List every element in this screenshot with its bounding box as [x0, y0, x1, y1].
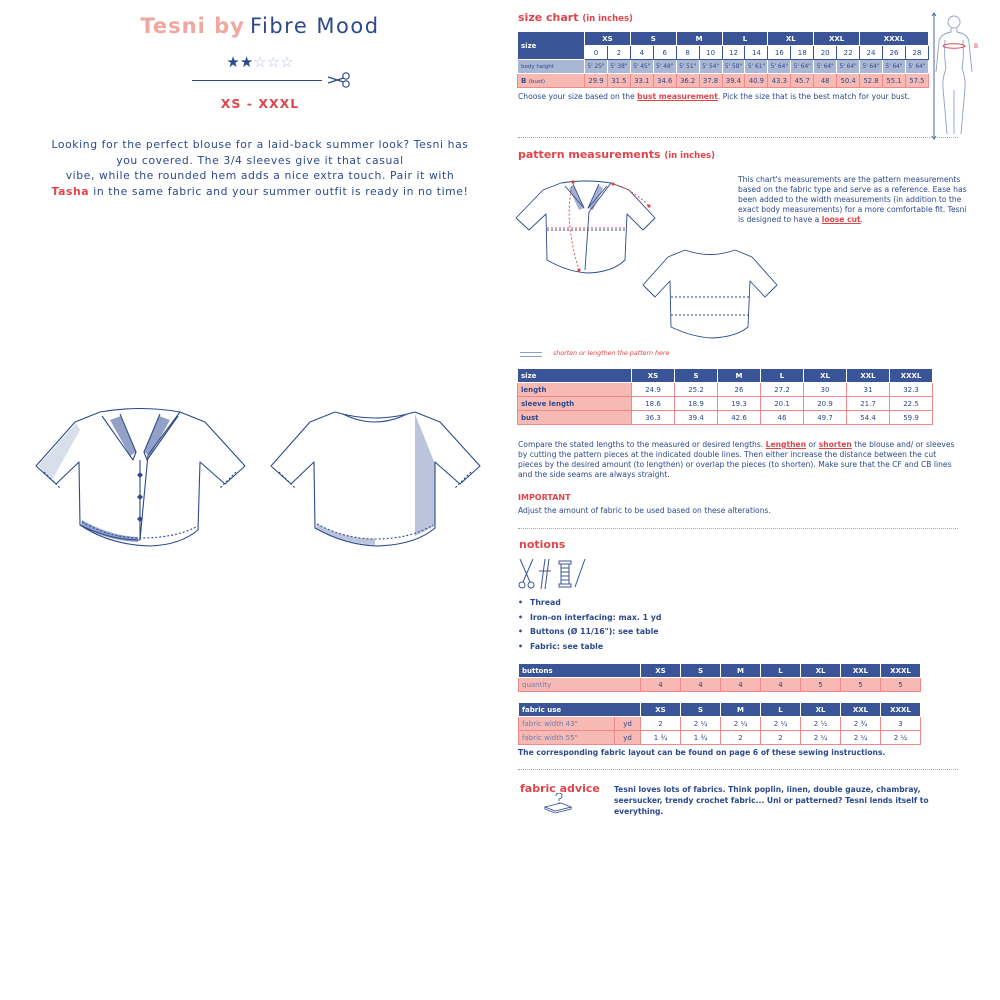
- fabric-advice-title: fabric advice: [520, 782, 600, 795]
- quantity-cell: 5: [841, 678, 881, 692]
- body-height-cell: 5' 48": [653, 60, 676, 74]
- measurement-cell: 22.5: [890, 397, 933, 411]
- buttons-quantity-row: [519, 678, 921, 692]
- size-group-header: XXL: [814, 32, 860, 46]
- measurement-label: bust: [518, 411, 632, 425]
- measurement-cell: 32.3: [890, 383, 933, 397]
- quantity-cell: 5: [801, 678, 841, 692]
- size-group-header: XXXL: [860, 32, 929, 46]
- bust-cell: 40.9: [745, 74, 768, 88]
- body-height-cell: 5' 64": [837, 60, 860, 74]
- notions-title: notions: [519, 538, 566, 551]
- body-height-cell: 5' 45": [630, 60, 653, 74]
- intro-line: Looking for the perfect blouse for a laid-back summer look? Tesni has: [51, 138, 469, 151]
- table-row: [518, 383, 933, 397]
- body-height-cell: 5' 58": [722, 60, 745, 74]
- measurement-cell: 39.4: [675, 411, 718, 425]
- fabric-advice-text: Tesni loves lots of fabrics. Think poplin, linen, double gauze, chambray, seersucker, trendy crochet fabric... Uni or patterned? Tesni lends itself to everything.: [614, 785, 929, 816]
- measurement-cell: 19.3: [718, 397, 761, 411]
- bust-cell: 36.2: [676, 74, 699, 88]
- intro-line: you covered. The 3/4 sleeves give it that casual: [116, 153, 404, 167]
- pattern-title-unit: (in inches): [664, 151, 715, 161]
- list-item: • Buttons (Ø 11/16"): see table: [518, 627, 818, 642]
- double-line-icon: [520, 351, 542, 358]
- intro-line: vibe, while the rounded hem adds a nice extra touch. Pair it with: [65, 169, 455, 182]
- quantity-label: quantity: [519, 678, 641, 692]
- measurement-cell: 36.3: [632, 411, 675, 425]
- difficulty-stars-filled: ★★: [226, 53, 254, 71]
- body-figure-icon: [930, 10, 986, 140]
- intro-text: [40, 137, 480, 199]
- fabric-cell: 1 ¾: [681, 731, 721, 745]
- shorten-lengthen-note: shorten or lengthen the pattern here: [553, 350, 670, 357]
- table-row: [519, 731, 921, 745]
- tasha-link[interactable]: Tasha: [51, 184, 90, 198]
- size-chart-title: [518, 11, 633, 24]
- loose-cut-link[interactable]: loose cut: [821, 215, 861, 224]
- quantity-cell: 4: [761, 678, 801, 692]
- fabric-cell: 2 ¾: [841, 717, 881, 731]
- pattern-size-cell: XXL: [847, 369, 890, 383]
- divider-line: [192, 80, 322, 81]
- list-item: • Fabric: see table: [518, 642, 818, 657]
- compare-paragraph: [518, 440, 958, 480]
- size-note-after: . Pick the size that is the best match for your bust.: [717, 92, 911, 101]
- eu-size-cell: 14: [745, 46, 768, 60]
- quantity-cell: 4: [721, 678, 761, 692]
- buttons-header: buttons: [519, 664, 641, 678]
- buttons-table: [518, 663, 921, 692]
- size-group-header: L: [722, 32, 768, 46]
- difficulty-stars-empty: ☆☆☆: [253, 53, 294, 71]
- eu-size-cell: 28: [905, 46, 928, 60]
- body-height-cell: 5' 61": [745, 60, 768, 74]
- bust-cell: 31.5: [607, 74, 630, 88]
- buttons-size-cell: L: [761, 664, 801, 678]
- bust-cell: 52.8: [860, 74, 883, 88]
- eu-size-cell: 2: [607, 46, 630, 60]
- buttons-size-cell: XXXL: [881, 664, 921, 678]
- measurement-cell: 30: [804, 383, 847, 397]
- body-height-cell: 5' 64": [791, 60, 814, 74]
- pattern-size-cell: XL: [804, 369, 847, 383]
- fabric-cell: 2 ¼: [841, 731, 881, 745]
- pattern-table-body: [518, 383, 933, 425]
- quantity-cell: 5: [881, 678, 921, 692]
- fabric-layout-note: The corresponding fabric layout can be found on page 6 of these sewing instructions.: [518, 748, 886, 757]
- fabric-cell: 2 ½: [801, 717, 841, 731]
- size-chart-note: [518, 92, 930, 102]
- buttons-size-cell: XL: [801, 664, 841, 678]
- brand-prefix: Tesni by: [140, 14, 245, 38]
- pattern-size-cell: XS: [632, 369, 675, 383]
- fabric-cell: 2 ¼: [681, 717, 721, 731]
- pattern-size-cell: XXXL: [890, 369, 933, 383]
- measurement-label: sleeve length: [518, 397, 632, 411]
- list-item: • Iron-on interfacing: max. 1 yd: [518, 613, 818, 628]
- body-height-cell: 5' 64": [768, 60, 791, 74]
- fabric-width-label: fabric width 55": [519, 731, 615, 745]
- brand-name: Fibre Mood: [249, 14, 380, 38]
- body-height-cell: 5' 64": [814, 60, 837, 74]
- pattern-size-header: size: [518, 369, 632, 383]
- eu-size-cell: 22: [837, 46, 860, 60]
- buttons-size-cell: XS: [641, 664, 681, 678]
- fabric-size-cell: XXXL: [881, 703, 921, 717]
- bust-row: [518, 74, 929, 88]
- intro-line: [40, 184, 480, 200]
- fabric-cell: 1 ¾: [641, 731, 681, 745]
- lengthen-link[interactable]: Lengthen: [765, 440, 807, 449]
- measurement-cell: 54.4: [847, 411, 890, 425]
- intro-line-tail: in the same fabric and your summer outfit is ready in no time!: [93, 184, 469, 198]
- size-chart-table: [517, 31, 929, 88]
- body-height-cell: 5' 64": [905, 60, 928, 74]
- fabric-cell: 2 ¼: [721, 717, 761, 731]
- measurement-cell: 27.2: [761, 383, 804, 397]
- pattern-front-sketch: [513, 178, 658, 275]
- measurement-cell: 26: [718, 383, 761, 397]
- fabric-cell: 3: [881, 717, 921, 731]
- bust-cell: 55.1: [882, 74, 905, 88]
- quantity-cell: 4: [641, 678, 681, 692]
- measurement-cell: 20.9: [804, 397, 847, 411]
- pattern-size-cell: L: [761, 369, 804, 383]
- buttons-size-cell: S: [681, 664, 721, 678]
- eu-size-cell: 12: [722, 46, 745, 60]
- eu-size-cell: 10: [699, 46, 722, 60]
- table-row: [519, 717, 921, 731]
- eu-size-cell: 24: [860, 46, 883, 60]
- measurement-cell: 59.9: [890, 411, 933, 425]
- compare-or: or: [808, 440, 817, 449]
- buttons-size-cell: M: [721, 664, 761, 678]
- fabric-size-cell: XL: [801, 703, 841, 717]
- compare-text-a: Compare the stated lengths to the measured or desired lengths.: [518, 440, 764, 449]
- blouse-back-sketch: [265, 400, 485, 555]
- fabric-question-icon: [543, 793, 573, 813]
- fabric-table-body: [519, 717, 921, 745]
- pattern-size-cell: S: [675, 369, 718, 383]
- compare-text-b: the blouse and/ or sleeves by cutting the pattern pieces at the indicated double lines. Then either increase the distance between the cut pieces by the desired amount (to lengthen) or overlap the pieces (to shorten). Make sure that the CF and CB lines and the side seams are always straight.: [518, 440, 955, 479]
- fabric-header-row: [519, 703, 921, 717]
- fabric-use-header: fabric use: [519, 703, 641, 717]
- eu-size-cell: 6: [653, 46, 676, 60]
- size-range: XS - XXXL: [220, 96, 300, 111]
- body-height-cell: 5' 64": [860, 60, 883, 74]
- measurement-cell: 18.9: [675, 397, 718, 411]
- pattern-back-sketch: [640, 245, 780, 340]
- fabric-size-cell: L: [761, 703, 801, 717]
- quantity-cell: 4: [681, 678, 721, 692]
- body-height-label: body height: [518, 60, 585, 74]
- body-height-cell: 5' 64": [882, 60, 905, 74]
- brand-title: [100, 14, 420, 38]
- measurement-cell: 49.7: [804, 411, 847, 425]
- buttons-header-row: [519, 664, 921, 678]
- bust-label-letter: B: [521, 76, 527, 85]
- bust-cell: 33.1: [630, 74, 653, 88]
- bust-cell: 34.6: [653, 74, 676, 88]
- fabric-use-table: [518, 702, 921, 745]
- fabric-cell: 2: [761, 731, 801, 745]
- eu-size-cell: 0: [585, 46, 608, 60]
- fabric-size-cell: XS: [641, 703, 681, 717]
- section-divider: [518, 769, 958, 770]
- size-note-before: Choose your size based on the: [518, 92, 635, 101]
- size-group-header: XS: [585, 32, 631, 46]
- measurement-cell: 24.9: [632, 383, 675, 397]
- pattern-title-text: pattern measurements: [518, 148, 661, 161]
- measurement-cell: 21.7: [847, 397, 890, 411]
- eu-size-cell: 16: [768, 46, 791, 60]
- bust-measurement-link[interactable]: bust measurement: [637, 92, 718, 101]
- pattern-measurement-table: [517, 368, 933, 425]
- important-text: Adjust the amount of fabric to be used based on these alterations.: [518, 506, 771, 515]
- fabric-cell: 2: [721, 731, 761, 745]
- buttons-size-cell: XXL: [841, 664, 881, 678]
- pattern-size-cell: M: [718, 369, 761, 383]
- pattern-size-header-row: [518, 369, 933, 383]
- fabric-size-cell: S: [681, 703, 721, 717]
- pattern-desc-before: This chart's measurements are the pattern measurements based on the fabric type and serve as a reference. Ease has been added to the width measurements (in addition to the exact body measurements) for a more comfortable fit. Tesni is designed to have a: [738, 175, 967, 224]
- pattern-measurements-title: [518, 148, 715, 161]
- bust-cell: 29.9: [585, 74, 608, 88]
- table-row: [518, 411, 933, 425]
- eu-size-cell: 20: [814, 46, 837, 60]
- body-height-cell: 5' 54": [699, 60, 722, 74]
- bust-label: [518, 74, 585, 88]
- eu-size-cell: 8: [676, 46, 699, 60]
- measurement-cell: 20.1: [761, 397, 804, 411]
- bust-cell: 43.3: [768, 74, 791, 88]
- body-height-cell: 5' 38": [607, 60, 630, 74]
- pattern-desc-after: .: [860, 215, 864, 224]
- fabric-unit: yd: [615, 731, 641, 745]
- table-row: [518, 397, 933, 411]
- section-divider: [518, 528, 958, 529]
- bust-label-sub: (bust): [528, 78, 546, 85]
- eu-size-cell: 18: [791, 46, 814, 60]
- body-height-row: [518, 60, 929, 74]
- fabric-size-cell: XXL: [841, 703, 881, 717]
- fabric-width-label: fabric width 43": [519, 717, 615, 731]
- blouse-front-sketch: [30, 400, 250, 555]
- measurement-label: length: [518, 383, 632, 397]
- bust-cell: 57.5: [905, 74, 928, 88]
- bust-cell: 39.4: [722, 74, 745, 88]
- eu-size-cell: 4: [630, 46, 653, 60]
- section-divider: [518, 137, 958, 138]
- bust-cell: 48: [814, 74, 837, 88]
- bust-cell: 45.7: [791, 74, 814, 88]
- size-group-header: XL: [768, 32, 814, 46]
- pattern-description: [738, 175, 968, 225]
- figure-bust-label: B: [974, 43, 979, 50]
- size-group-header: S: [630, 32, 676, 46]
- measurement-cell: 18.6: [632, 397, 675, 411]
- fabric-cell: 2 ½: [881, 731, 921, 745]
- eu-size-cell: 26: [882, 46, 905, 60]
- scissors-icon: [326, 71, 352, 89]
- measurement-cell: 31: [847, 383, 890, 397]
- fabric-cell: 2 ¼: [801, 731, 841, 745]
- size-header: size: [518, 32, 585, 60]
- list-item: • Thread: [518, 598, 818, 613]
- sewing-tools-icon: [517, 557, 589, 591]
- size-chart-unit: (in inches): [582, 14, 633, 24]
- bust-cell: 37.8: [699, 74, 722, 88]
- measurement-cell: 42.6: [718, 411, 761, 425]
- fabric-cell: 2 ¼: [761, 717, 801, 731]
- notions-list: [518, 598, 818, 657]
- shorten-link[interactable]: shorten: [818, 440, 852, 449]
- difficulty-rating: [220, 53, 300, 71]
- bust-cell: 50.4: [837, 74, 860, 88]
- body-height-cell: 5' 51": [676, 60, 699, 74]
- body-height-cell: 5' 25": [585, 60, 608, 74]
- fabric-cell: 2: [641, 717, 681, 731]
- fabric-unit: yd: [615, 717, 641, 731]
- size-chart-title-text: size chart: [518, 11, 579, 24]
- measurement-cell: 46: [761, 411, 804, 425]
- measurement-cell: 25.2: [675, 383, 718, 397]
- size-group-header: M: [676, 32, 722, 46]
- fabric-size-cell: M: [721, 703, 761, 717]
- important-title: IMPORTANT: [518, 493, 571, 502]
